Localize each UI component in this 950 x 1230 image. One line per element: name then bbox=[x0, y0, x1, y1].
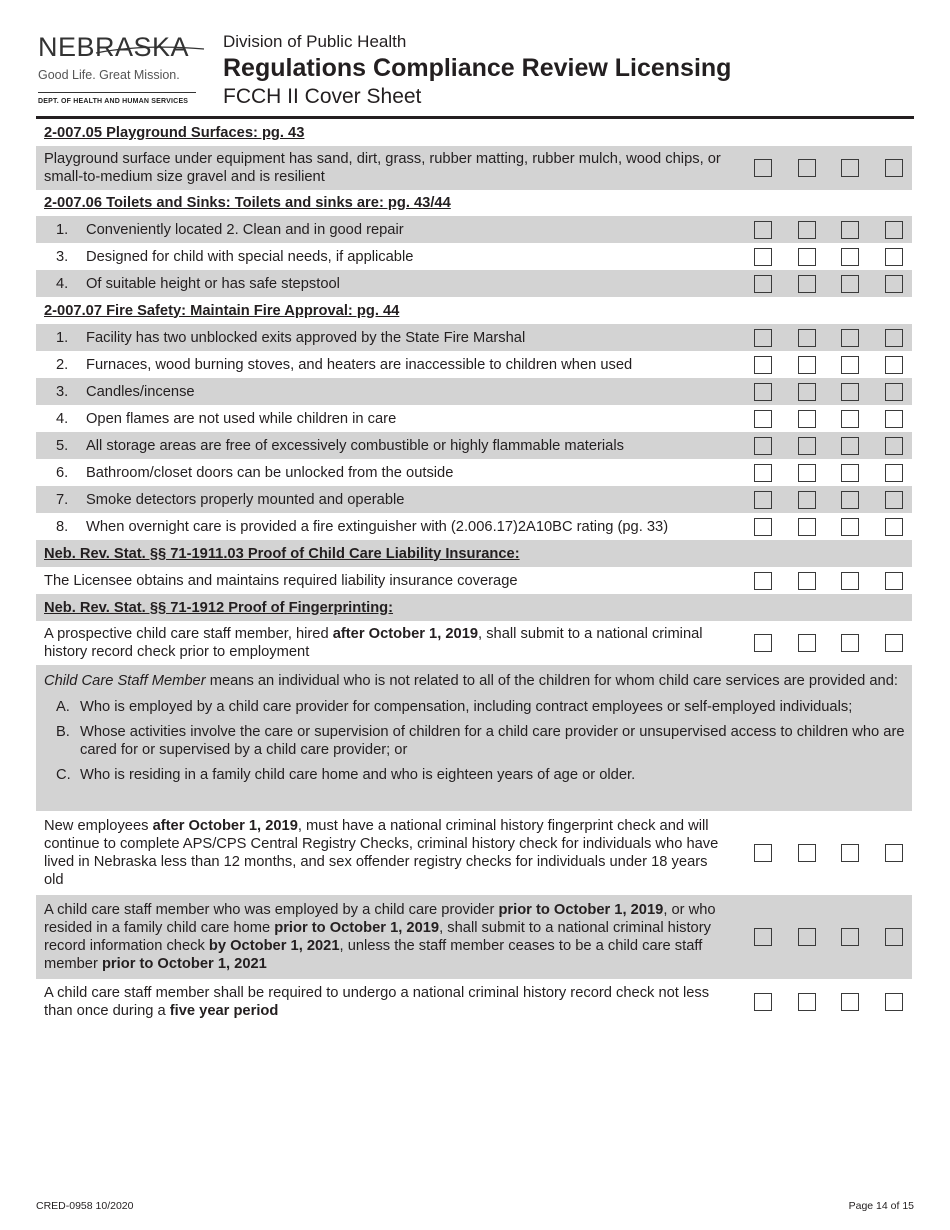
item-text: The Licensee obtains and maintains required liability insurance coverage bbox=[44, 572, 518, 589]
checkbox[interactable] bbox=[754, 221, 772, 239]
item-label: Candles/incense bbox=[86, 383, 195, 400]
checkbox[interactable] bbox=[798, 634, 816, 652]
page-number: Page 14 of 15 bbox=[848, 1200, 914, 1212]
checkbox[interactable] bbox=[885, 464, 903, 482]
text-run: , shall submit to a national criminal history record check prior to employment bbox=[44, 626, 703, 660]
item-text bbox=[36, 329, 736, 347]
checklist-row bbox=[36, 324, 912, 351]
section-heading: 2-007.06 Toilets and Sinks: Toilets and sinks are: pg. 43/44 bbox=[44, 195, 451, 211]
checklist-table bbox=[36, 120, 912, 1025]
text-run: A child care staff member shall be required to undergo a national criminal history record check not less than once during a bbox=[44, 985, 710, 1019]
checkbox-group bbox=[754, 410, 912, 428]
text-run-bold: prior to October 1, 2019 bbox=[274, 920, 440, 936]
checklist-row bbox=[36, 405, 912, 432]
checkbox[interactable] bbox=[798, 491, 816, 509]
checkbox[interactable] bbox=[798, 518, 816, 536]
item-label: Who is employed by a child care provider for compensation, including contract employees or self-employed individuals; bbox=[80, 699, 853, 715]
item-text bbox=[36, 491, 736, 509]
item-number: 6. bbox=[56, 464, 69, 481]
section-heading: 2-007.07 Fire Safety: Maintain Fire Approval: pg. 44 bbox=[44, 302, 400, 319]
item-text bbox=[36, 248, 736, 266]
checkbox[interactable] bbox=[798, 221, 816, 239]
item-text bbox=[36, 221, 736, 239]
text-run: , must have a national criminal history fingerprint check and will continue to complete APS/CPS Central Registry Checks, criminal history check for individuals who have lived in Nebraska less than 12 months, and sex offender registry checks for individuals under 18 years old bbox=[44, 818, 719, 888]
checkbox[interactable] bbox=[885, 491, 903, 509]
checkbox[interactable] bbox=[754, 993, 772, 1011]
item-number: 4. bbox=[56, 275, 69, 292]
checkbox[interactable] bbox=[798, 844, 816, 862]
logo-divider bbox=[38, 92, 196, 93]
item-text bbox=[36, 356, 736, 374]
checkbox[interactable] bbox=[798, 410, 816, 428]
checkbox[interactable] bbox=[885, 221, 903, 239]
checkbox-group bbox=[754, 383, 912, 401]
item-text bbox=[36, 625, 736, 661]
checkbox[interactable] bbox=[841, 383, 859, 401]
item-text bbox=[36, 984, 736, 1020]
item-number: 1. bbox=[56, 221, 69, 238]
section-heading: Neb. Rev. Stat. §§ 71-1912 Proof of Fingerprinting: bbox=[44, 599, 394, 616]
definition-item bbox=[36, 723, 912, 759]
text-run-bold: prior to October 1, 2021 bbox=[101, 956, 267, 972]
checklist-row bbox=[36, 351, 912, 378]
checkbox-group bbox=[754, 356, 912, 374]
item-label: Bathroom/closet doors can be unlocked from the outside bbox=[86, 464, 454, 481]
checkbox-group bbox=[754, 329, 912, 347]
checkbox[interactable] bbox=[841, 993, 859, 1011]
checklist-row bbox=[36, 146, 912, 190]
checkbox[interactable] bbox=[754, 356, 772, 374]
checkbox[interactable] bbox=[798, 275, 816, 293]
text-run-bold: after October 1, 2019 bbox=[332, 626, 479, 642]
checkbox[interactable] bbox=[885, 159, 903, 177]
item-text bbox=[36, 410, 736, 428]
section-heading: 2-007.05 Playground Surfaces: pg. 43 bbox=[44, 125, 305, 141]
item-label: All storage areas are free of excessively combustible or highly flammable materials bbox=[86, 437, 624, 454]
text-run-bold: after October 1, 2019 bbox=[152, 818, 298, 834]
checkbox[interactable] bbox=[798, 356, 816, 374]
text-run: , shall submit to a national criminal history record information check bbox=[44, 920, 711, 954]
item-label: Smoke detectors properly mounted and operable bbox=[86, 491, 405, 508]
text-run: A child care staff member who was employed by a child care provider bbox=[44, 902, 499, 918]
checkbox[interactable] bbox=[841, 410, 859, 428]
item-number: 4. bbox=[56, 410, 69, 427]
division-name: Division of Public Health bbox=[223, 32, 407, 51]
checklist-row bbox=[36, 979, 912, 1025]
definition-item bbox=[36, 698, 912, 716]
checkbox[interactable] bbox=[841, 221, 859, 239]
checkbox-group bbox=[754, 437, 912, 455]
logo-wordmark: NEBRASKA bbox=[38, 32, 190, 62]
checklist-row bbox=[36, 378, 912, 405]
item-number: 7. bbox=[56, 491, 69, 508]
checkbox[interactable] bbox=[841, 928, 859, 946]
checkbox[interactable] bbox=[754, 634, 772, 652]
checkbox[interactable] bbox=[754, 464, 772, 482]
checkbox[interactable] bbox=[841, 464, 859, 482]
item-text bbox=[36, 464, 736, 482]
checkbox[interactable] bbox=[841, 437, 859, 455]
checkbox[interactable] bbox=[885, 928, 903, 946]
checkbox-group bbox=[754, 275, 912, 293]
checkbox-group bbox=[754, 221, 912, 239]
section-heading-row bbox=[36, 190, 912, 216]
checkbox-group bbox=[754, 518, 912, 536]
checklist-row bbox=[36, 513, 912, 540]
checkbox[interactable] bbox=[754, 275, 772, 293]
item-label: Open flames are not used while children in care bbox=[86, 410, 397, 427]
page-title: Regulations Compliance Review Licensing bbox=[223, 54, 732, 82]
checkbox[interactable] bbox=[841, 248, 859, 266]
checkbox[interactable] bbox=[841, 634, 859, 652]
item-letter: C. bbox=[56, 767, 71, 783]
checkbox-group bbox=[754, 993, 912, 1011]
checkbox-group bbox=[754, 928, 912, 946]
text-run-bold: prior to October 1, 2019 bbox=[498, 902, 664, 918]
item-label: Of suitable height or has safe stepstool bbox=[86, 275, 340, 292]
defined-term: Child Care Staff Member bbox=[44, 673, 206, 689]
section-heading-row bbox=[36, 594, 912, 621]
text-run: means an individual who is not related to all of the children for whom child care services are provided and: bbox=[205, 673, 898, 689]
checklist-row bbox=[36, 895, 912, 979]
text-run-bold: five year period bbox=[169, 1003, 279, 1019]
checkbox[interactable] bbox=[841, 518, 859, 536]
item-number: 8. bbox=[56, 518, 69, 535]
checkbox[interactable] bbox=[885, 383, 903, 401]
item-text bbox=[36, 437, 736, 455]
checkbox[interactable] bbox=[885, 437, 903, 455]
checkbox[interactable] bbox=[754, 518, 772, 536]
section-heading-row bbox=[36, 540, 912, 567]
item-letter: A. bbox=[56, 699, 70, 715]
text-run: New employees bbox=[44, 818, 153, 834]
item-label: Designed for child with special needs, if applicable bbox=[86, 248, 414, 265]
checkbox-group bbox=[754, 572, 912, 590]
form-id: CRED-0958 10/2020 bbox=[36, 1200, 134, 1212]
checkbox[interactable] bbox=[798, 329, 816, 347]
item-number: 3. bbox=[56, 248, 69, 265]
item-number: 5. bbox=[56, 437, 69, 454]
checklist-row bbox=[36, 270, 912, 297]
item-text bbox=[36, 275, 736, 293]
checkbox-group bbox=[754, 464, 912, 482]
checklist-row bbox=[36, 216, 912, 243]
checkbox-group bbox=[754, 844, 912, 862]
item-label: Furnaces, wood burning stoves, and heaters are inaccessible to children when used bbox=[86, 356, 633, 373]
checkbox[interactable] bbox=[885, 993, 903, 1011]
checkbox[interactable] bbox=[885, 844, 903, 862]
item-number: 2. bbox=[56, 356, 69, 373]
checkbox[interactable] bbox=[754, 383, 772, 401]
item-number: 3. bbox=[56, 383, 69, 400]
checkbox[interactable] bbox=[885, 356, 903, 374]
checkbox[interactable] bbox=[754, 159, 772, 177]
item-text bbox=[36, 383, 736, 401]
header-divider bbox=[36, 116, 914, 119]
checkbox[interactable] bbox=[754, 928, 772, 946]
checkbox[interactable] bbox=[798, 383, 816, 401]
item-label: When overnight care is provided a fire extinguisher with (2.006.17)2A10BC rating (pg. 33) bbox=[86, 518, 669, 535]
definition-block bbox=[36, 665, 912, 811]
checkbox[interactable] bbox=[841, 159, 859, 177]
checkbox[interactable] bbox=[885, 518, 903, 536]
section-heading-row bbox=[36, 120, 912, 146]
item-number: 1. bbox=[56, 329, 69, 346]
checkbox[interactable] bbox=[885, 329, 903, 347]
checkbox[interactable] bbox=[754, 248, 772, 266]
item-text bbox=[36, 518, 736, 536]
checklist-row bbox=[36, 811, 912, 895]
page-header bbox=[36, 30, 914, 118]
checkbox[interactable] bbox=[798, 572, 816, 590]
text-run: , or who resided in a family child care home bbox=[44, 902, 716, 936]
checkbox[interactable] bbox=[798, 993, 816, 1011]
checkbox[interactable] bbox=[754, 572, 772, 590]
item-label: Facility has two unblocked exits approved by the State Fire Marshal bbox=[86, 329, 526, 346]
definition-text bbox=[36, 672, 912, 690]
checkbox[interactable] bbox=[885, 248, 903, 266]
text-run: , unless the staff member ceases to be a child care staff member bbox=[44, 938, 703, 972]
checkbox[interactable] bbox=[798, 464, 816, 482]
checkbox[interactable] bbox=[754, 491, 772, 509]
checklist-row bbox=[36, 567, 912, 594]
section-heading: Neb. Rev. Stat. §§ 71-1911.03 Proof of Child Care Liability Insurance: bbox=[44, 545, 520, 562]
text-run: A prospective child care staff member, hired bbox=[44, 626, 333, 642]
checkbox-group bbox=[754, 159, 912, 177]
checkbox-group bbox=[754, 634, 912, 652]
checkbox[interactable] bbox=[798, 437, 816, 455]
checklist-row bbox=[36, 486, 912, 513]
definition-item bbox=[36, 766, 912, 784]
checkbox[interactable] bbox=[885, 634, 903, 652]
checkbox-group bbox=[754, 248, 912, 266]
checkbox[interactable] bbox=[798, 248, 816, 266]
section-heading-row bbox=[36, 297, 912, 324]
item-text bbox=[36, 817, 736, 889]
checklist-row bbox=[36, 243, 912, 270]
checkbox[interactable] bbox=[754, 410, 772, 428]
item-label: Whose activities involve the care or supervision of children for a child care provider or unsupervised access to children who are cared for or supervised by a child care provider; or bbox=[80, 724, 905, 758]
checklist-row bbox=[36, 621, 912, 665]
checkbox[interactable] bbox=[798, 928, 816, 946]
item-text: Playground surface under equipment has sand, dirt, grass, rubber matting, rubber mulch, wood chips, or small-to-medium size gravel and is resilient bbox=[44, 151, 721, 185]
checklist-row bbox=[36, 459, 912, 486]
checkbox[interactable] bbox=[885, 275, 903, 293]
nebraska-dhhs-logo bbox=[36, 30, 206, 110]
checkbox[interactable] bbox=[841, 356, 859, 374]
checkbox[interactable] bbox=[754, 844, 772, 862]
checkbox[interactable] bbox=[885, 410, 903, 428]
item-text bbox=[36, 901, 736, 973]
item-label: Who is residing in a family child care home and who is eighteen years of age or older. bbox=[80, 767, 636, 783]
checkbox[interactable] bbox=[841, 844, 859, 862]
checkbox[interactable] bbox=[841, 491, 859, 509]
logo-dept-name: DEPT. OF HEALTH AND HUMAN SERVICES bbox=[38, 98, 189, 105]
checkbox[interactable] bbox=[798, 159, 816, 177]
checkbox[interactable] bbox=[841, 275, 859, 293]
checkbox[interactable] bbox=[841, 329, 859, 347]
checkbox[interactable] bbox=[754, 329, 772, 347]
logo-tagline: Good Life. Great Mission. bbox=[38, 68, 180, 82]
checkbox-group bbox=[754, 491, 912, 509]
item-letter: B. bbox=[56, 724, 70, 740]
text-run-bold: by October 1, 2021 bbox=[208, 938, 340, 954]
logo-swoosh-icon bbox=[36, 44, 206, 64]
page-subtitle: FCCH II Cover Sheet bbox=[223, 85, 422, 108]
checkbox[interactable] bbox=[754, 437, 772, 455]
checklist-row bbox=[36, 432, 912, 459]
checkbox[interactable] bbox=[841, 572, 859, 590]
checkbox[interactable] bbox=[885, 572, 903, 590]
item-label: Conveniently located 2. Clean and in good repair bbox=[86, 221, 404, 238]
